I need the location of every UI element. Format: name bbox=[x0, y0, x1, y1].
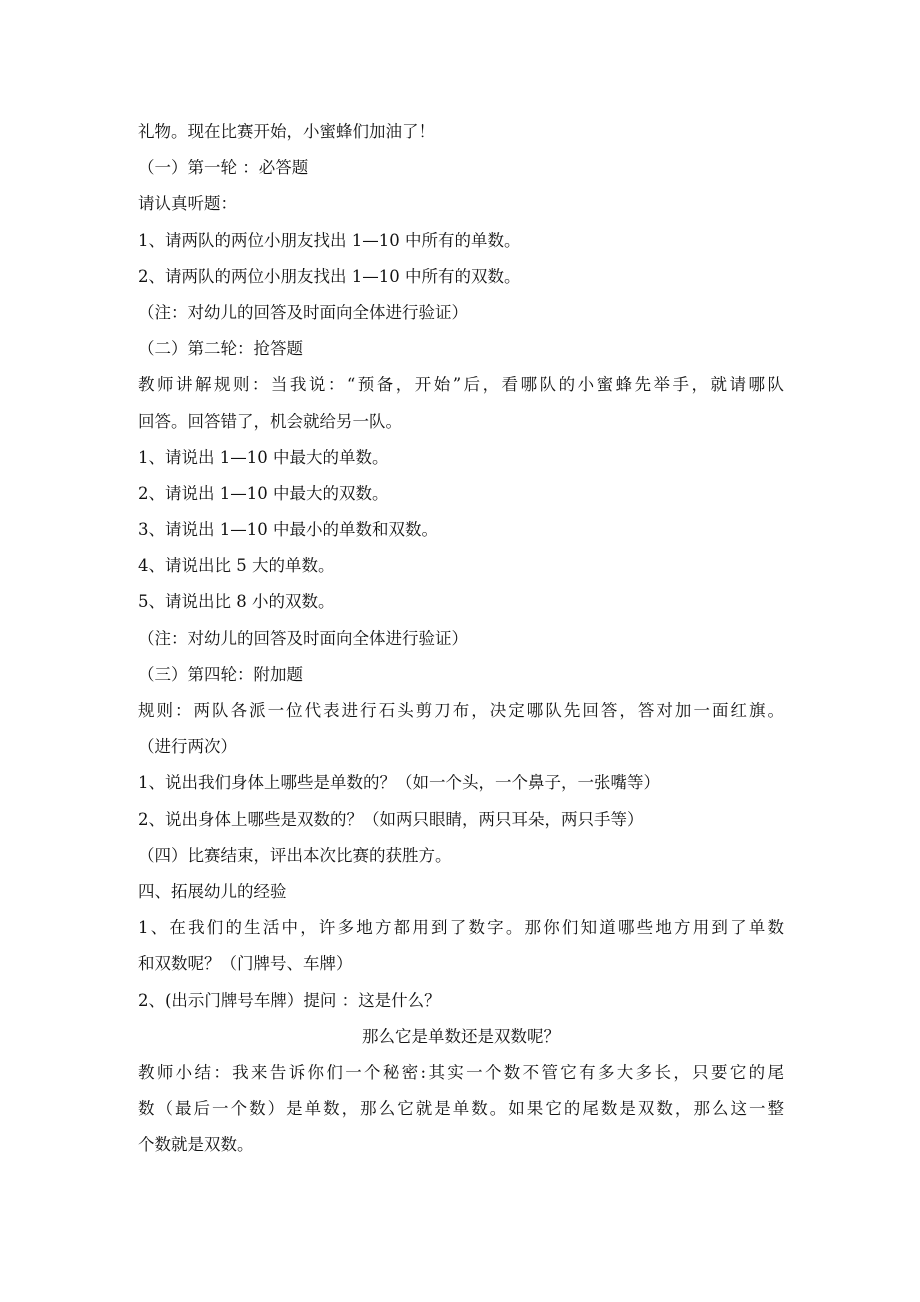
question-item: 5、请说出比 8 小的双数。 bbox=[138, 592, 335, 612]
question-item: 4、请说出比 5 大的单数。 bbox=[138, 556, 335, 576]
text-line: 礼物。现在比赛开始，小蜜蜂们加油了！ bbox=[138, 122, 435, 141]
summary-paragraph-line: 教师小结：我来告诉你们一个秘密:其实一个数不管它有多大多长，只要它的尾 bbox=[138, 1062, 784, 1082]
question-item: 3、请说出 1—10 中最小的单数和双数。 bbox=[138, 520, 438, 540]
text-line: 请认真听题： bbox=[138, 194, 237, 214]
text-line: （四）比赛结束，评出本次比赛的获胜方。 bbox=[138, 845, 452, 865]
summary-paragraph-line: 数（最后一个数）是单数，那么它就是单数。如果它的尾数是双数，那么这一整 bbox=[138, 1099, 784, 1119]
question-item: 2、请两队的两位小朋友找出 1—10 中所有的双数。 bbox=[138, 266, 521, 286]
rules-paragraph-line: （进行两次） bbox=[138, 737, 237, 757]
note-line: （注：对幼儿的回答及时面向全体进行验证） bbox=[138, 302, 468, 322]
section-heading-round-1: （一）第一轮 ：必答题 bbox=[138, 158, 309, 178]
paragraph-line: 1、在我们的生活中，许多地方都用到了数字。那你们知道哪些地方用到了单数 bbox=[138, 918, 784, 938]
rules-paragraph-line: 回答。回答错了，机会就给另一队。 bbox=[138, 411, 402, 431]
document-page bbox=[138, 114, 784, 1163]
question-item: 1、说出我们身体上哪些是单数的？（如一个头，一个鼻子，一张嘴等） bbox=[138, 773, 660, 793]
question-item: 1、请两队的两位小朋友找出 1—10 中所有的单数。 bbox=[138, 230, 521, 250]
paragraph-line: 和双数呢？（门牌号、车牌） bbox=[138, 954, 353, 974]
section-heading-round-4: （三）第四轮：附加题 bbox=[138, 664, 303, 684]
question-item: 2、请说出 1—10 中最大的双数。 bbox=[138, 483, 389, 503]
question-item: 1、请说出 1—10 中最大的单数。 bbox=[138, 447, 389, 467]
rules-paragraph-line: 规则：两队各派一位代表进行石头剪刀布，决定哪队先回答，答对加一面红旗。 bbox=[138, 701, 784, 720]
section-heading-extension: 四、拓展幼儿的经验 bbox=[138, 881, 287, 901]
note-line: （注：对幼儿的回答及时面向全体进行验证） bbox=[138, 628, 468, 648]
summary-paragraph-line: 个数就是双数。 bbox=[138, 1135, 254, 1155]
question-item: 2、(出示门牌号车牌）提问 ：这是什么？ bbox=[138, 990, 441, 1010]
section-heading-round-2: （二）第二轮：抢答题 bbox=[138, 339, 303, 359]
centered-question: 那么它是单数还是双数呢？ bbox=[362, 1026, 560, 1046]
rules-paragraph-line: 教师讲解规则：当我说：“预备，开始”后，看哪队的小蜜蜂先举手，就请哪队 bbox=[138, 375, 784, 395]
question-item: 2、说出身体上哪些是双数的？（如两只眼睛，两只耳朵，两只手等） bbox=[138, 809, 644, 829]
